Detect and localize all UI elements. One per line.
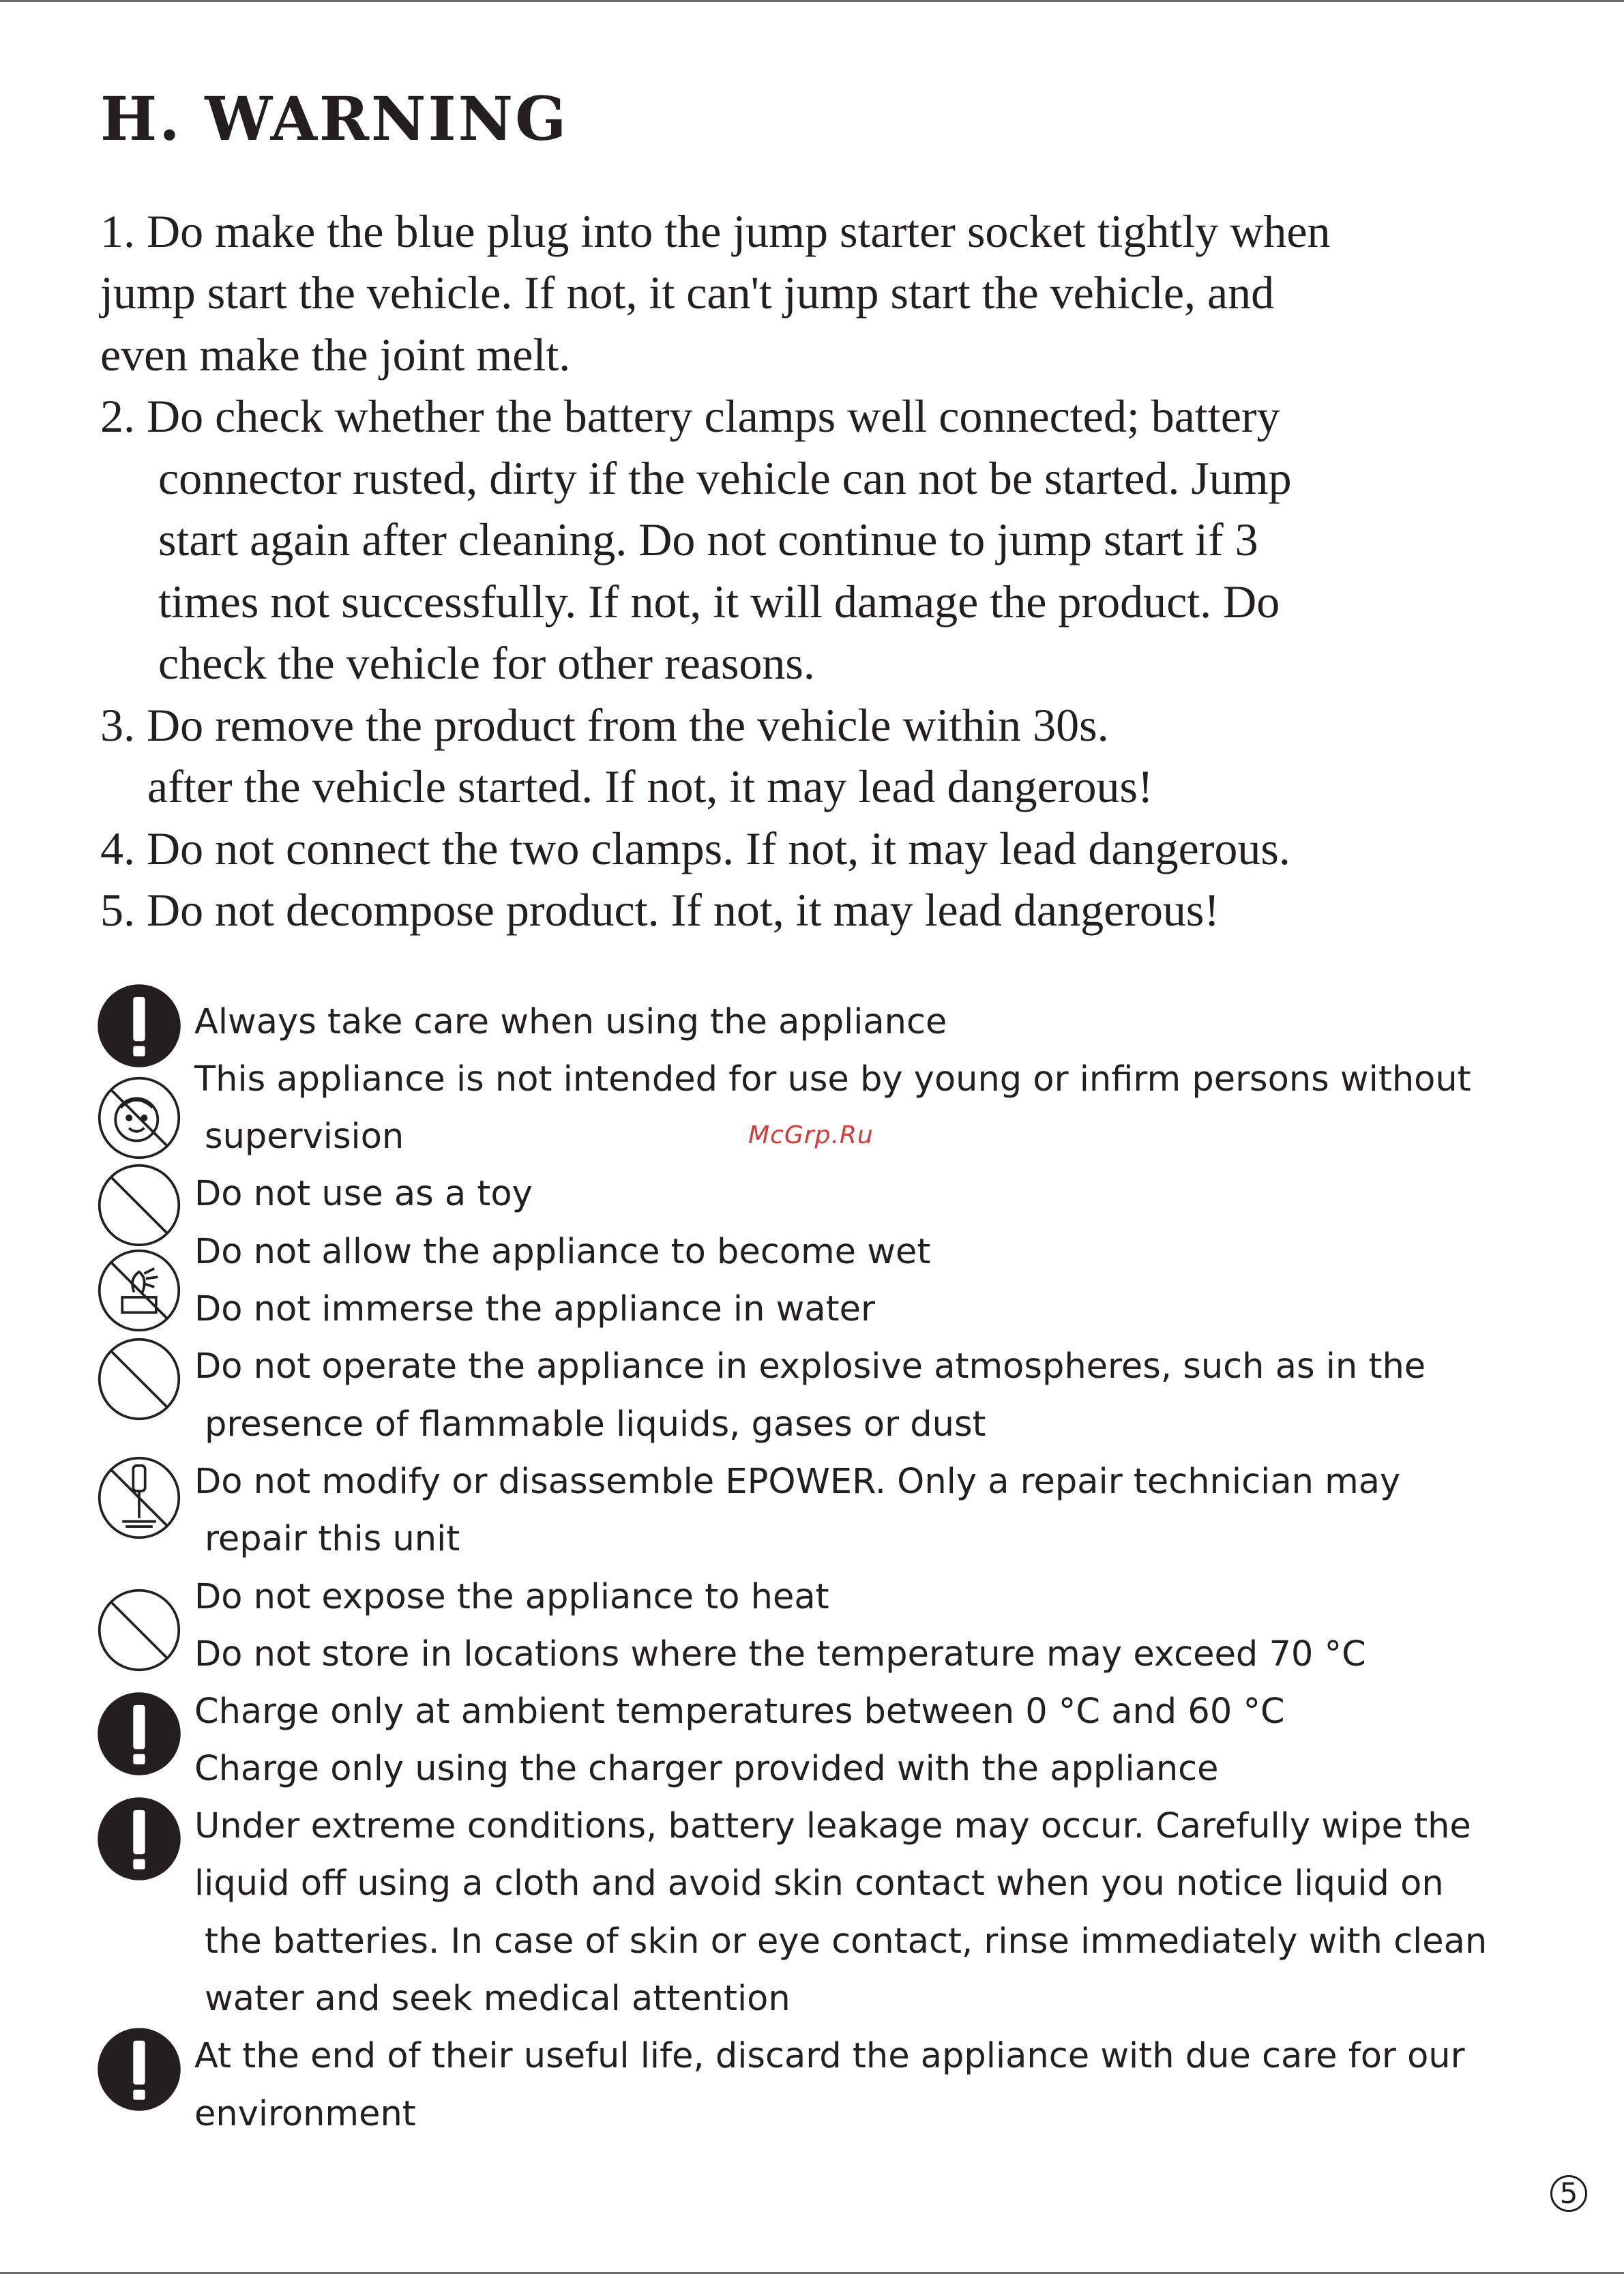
- safety-4-line-2: Do not immerse the appliance in water: [194, 1289, 875, 1329]
- no-water-icon: [97, 1248, 181, 1333]
- warning-3-line-2: after the vehicle started. If not, it may lead dangerous!: [147, 761, 1153, 812]
- safety-8-line-2: Charge only using the charger provided with the appliance: [194, 1749, 1219, 1789]
- safety-2-line-2: supervision: [205, 1117, 404, 1157]
- no-disassemble-icon: [97, 1456, 181, 1540]
- warning-5-line-1: 5. Do not decompose product. If not, it may lead dangerous!: [100, 884, 1220, 936]
- safety-10-line-1: At the end of their useful life, discard the appliance with due care for our: [194, 2036, 1465, 2076]
- warning-4-line-1: 4. Do not connect the two clamps. If not, it may lead dangerous.: [100, 823, 1290, 874]
- safety-9-line-4: water and seek medical attention: [205, 1979, 791, 2019]
- prohibited-icon: [97, 1337, 181, 1421]
- safety-4-line-1: Do not allow the appliance to become wet: [194, 1232, 931, 1272]
- safety-5-line-2: presence of flammable liquids, gases or dust: [205, 1404, 986, 1445]
- top-border: [0, 0, 1624, 2]
- warning-1-line-1: 1. Do make the blue plug into the jump starter socket tightly when: [100, 205, 1331, 257]
- safety-6-line-2: repair this unit: [205, 1519, 460, 1559]
- safety-1-line-1: Always take care when using the appliance: [194, 1002, 947, 1042]
- safety-9-line-1: Under extreme conditions, battery leakage may occur. Carefully wipe the: [194, 1806, 1471, 1846]
- warning-2-line-1: 2. Do check whether the battery clamps well connected; battery: [100, 390, 1280, 442]
- exclamation-warning-icon: [97, 1692, 181, 1776]
- safety-9-line-2: liquid off using a cloth and avoid skin contact when you notice liquid on: [194, 1863, 1444, 1904]
- warning-2-line-4: times not successfully. If not, it will damage the product. Do: [158, 576, 1280, 627]
- warning-2-line-3: start again after cleaning. Do not continue to jump start if 3: [158, 514, 1258, 565]
- exclamation-warning-icon: [97, 2027, 181, 2112]
- safety-9-line-3: the batteries. In case of skin or eye contact, rinse immediately with clean: [205, 1921, 1488, 1962]
- safety-10-line-2: environment: [194, 2094, 416, 2134]
- no-children-icon: [97, 1076, 181, 1160]
- warning-3-line-1: 3. Do remove the product from the vehicle within 30s.: [100, 699, 1109, 751]
- safety-3-line-1: Do not use as a toy: [194, 1174, 533, 1214]
- exclamation-warning-icon: [97, 984, 181, 1068]
- section-heading: H. WARNING: [100, 83, 569, 154]
- warning-1-line-3: even make the joint melt.: [100, 329, 571, 381]
- warning-1-line-2: jump start the vehicle. If not, it can't jump start the vehicle, and: [100, 267, 1275, 319]
- prohibited-icon: [97, 1588, 181, 1672]
- safety-7-line-2: Do not store in locations where the temperature may exceed 70 °C: [194, 1634, 1366, 1674]
- watermark: McGrp.Ru: [748, 1121, 874, 1149]
- warning-2-line-2: connector rusted, dirty if the vehicle can not be started. Jump: [158, 452, 1292, 504]
- safety-6-line-1: Do not modify or disassemble EPOWER. Only a repair technician may: [194, 1462, 1401, 1502]
- safety-8-line-1: Charge only at ambient temperatures between 0 °C and 60 °C: [194, 1692, 1285, 1732]
- exclamation-warning-icon: [97, 1797, 181, 1881]
- prohibited-icon: [97, 1163, 181, 1247]
- safety-5-line-1: Do not operate the appliance in explosive atmospheres, such as in the: [194, 1346, 1426, 1387]
- safety-7-line-1: Do not expose the appliance to heat: [194, 1577, 829, 1617]
- page-number: 5: [1550, 2175, 1587, 2212]
- warning-2-line-5: check the vehicle for other reasons.: [158, 637, 815, 689]
- safety-2-line-1: This appliance is not intended for use by young or infirm persons without: [194, 1059, 1471, 1099]
